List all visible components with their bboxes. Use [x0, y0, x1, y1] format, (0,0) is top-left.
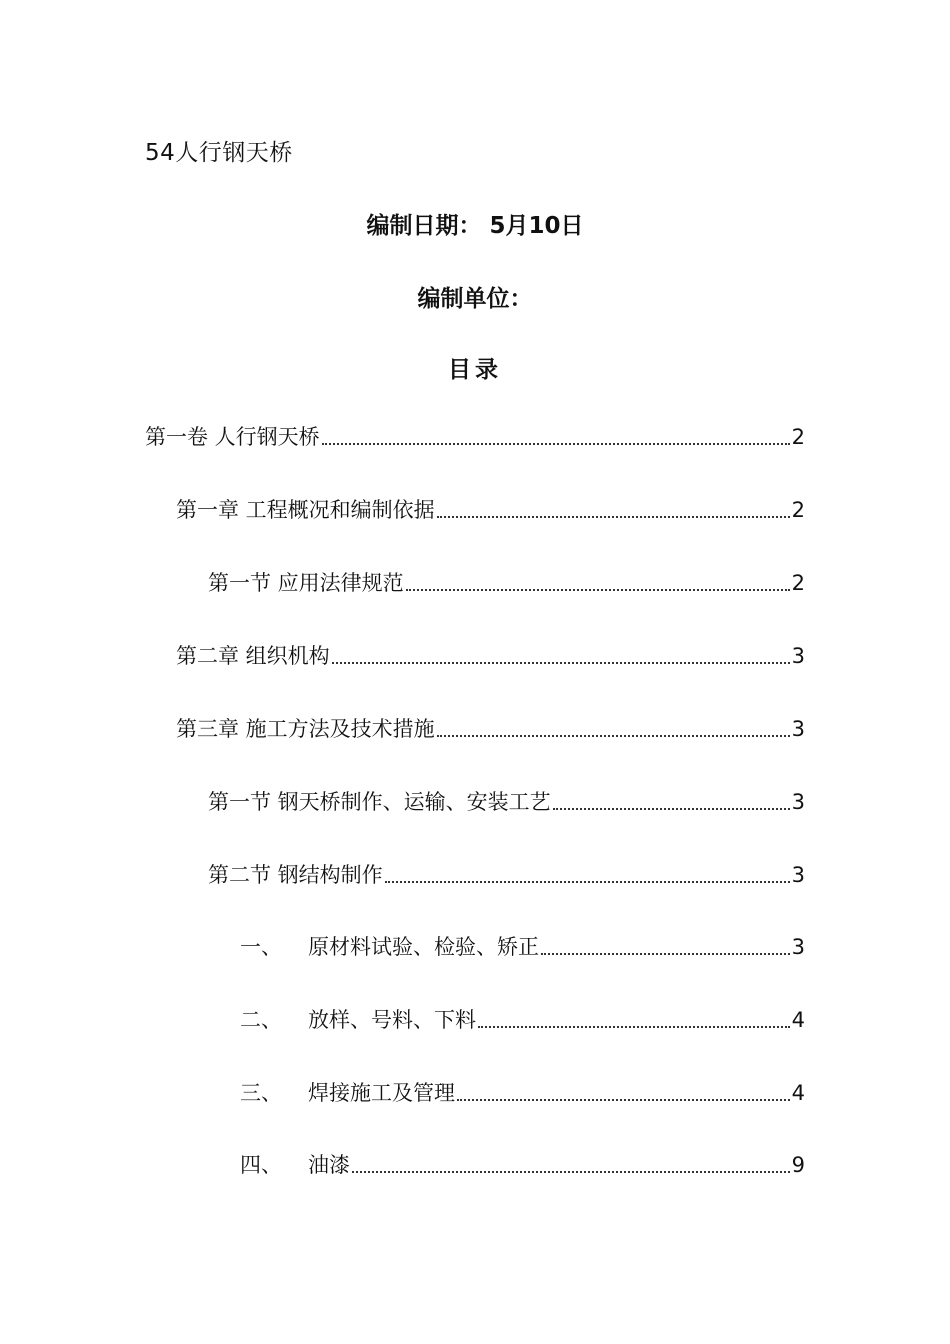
- toc-item-text: 放样、号料、下料: [308, 1008, 476, 1032]
- toc-dot-leader: [541, 932, 790, 962]
- toc-page-number: 3: [791, 790, 805, 814]
- toc-entry-item-3[interactable]: [240, 1078, 805, 1108]
- toc-entry-label: [240, 1150, 352, 1180]
- toc-item-text: 油漆: [308, 1153, 350, 1177]
- toc-entry-item-4[interactable]: [240, 1150, 805, 1180]
- toc-dot-leader: [322, 422, 790, 452]
- toc-item-text: 原材料试验、检验、矫正: [308, 935, 539, 959]
- toc-page-number: 4: [791, 1008, 805, 1032]
- toc-entry-section-1-1[interactable]: [208, 568, 805, 598]
- toc-dot-leader: [332, 641, 790, 671]
- toc-entry-label: [240, 1078, 457, 1108]
- toc-page-number: 2: [791, 571, 805, 595]
- toc-entry-chapter-2[interactable]: [176, 641, 805, 671]
- toc-item-number: 二、: [240, 1008, 282, 1032]
- toc-entry-label: 第一章 工程概况和编制依据: [176, 498, 435, 522]
- toc-entry-chapter-1[interactable]: [176, 495, 805, 525]
- toc-entry-section-3-2[interactable]: [208, 860, 805, 890]
- toc-item-number: 一、: [240, 935, 282, 959]
- toc-page-number: 3: [791, 935, 805, 959]
- toc-dot-leader: [478, 1005, 790, 1035]
- compile-unit: 编制单位：: [417, 286, 533, 312]
- toc-entry-label: [240, 1005, 478, 1035]
- toc-dot-leader: [406, 568, 790, 598]
- toc-page-number: 4: [791, 1081, 805, 1105]
- toc-entry-label: 第二章 组织机构: [176, 644, 330, 668]
- toc-dot-leader: [352, 1150, 790, 1180]
- toc-dot-leader: [437, 495, 790, 525]
- toc-dot-leader: [385, 860, 790, 890]
- toc-page-number: 9: [791, 1153, 805, 1177]
- toc-page-number: 2: [791, 498, 805, 522]
- toc-page-number: 3: [791, 863, 805, 887]
- document-title: 54人行钢天桥: [145, 140, 293, 166]
- toc-entry-label: 第一节 应用法律规范: [208, 571, 404, 595]
- toc-entry-label: 第一卷 人行钢天桥: [145, 425, 320, 449]
- toc-heading: 目录: [448, 357, 502, 383]
- toc-entry-label: [240, 932, 541, 962]
- toc-dot-leader: [457, 1078, 790, 1108]
- toc-page-number: 3: [791, 644, 805, 668]
- compile-date: 编制日期： 5月10日: [366, 213, 584, 239]
- toc-item-text: 焊接施工及管理: [308, 1081, 455, 1105]
- toc-entry-label: 第一节 钢天桥制作、运输、安装工艺: [208, 790, 551, 814]
- toc-entry-item-1[interactable]: [240, 932, 805, 962]
- toc-item-number: 三、: [240, 1081, 282, 1105]
- toc-entry-volume-1[interactable]: [145, 422, 805, 452]
- toc-dot-leader: [553, 787, 790, 817]
- toc-entry-item-2[interactable]: [240, 1005, 805, 1035]
- toc-entry-label: 第二节 钢结构制作: [208, 863, 383, 887]
- toc-entry-chapter-3[interactable]: [176, 714, 805, 744]
- toc-entry-label: 第三章 施工方法及技术措施: [176, 717, 435, 741]
- toc-item-number: 四、: [240, 1153, 282, 1177]
- toc-entry-section-3-1[interactable]: [208, 787, 805, 817]
- toc-page-number: 2: [791, 425, 805, 449]
- toc-dot-leader: [437, 714, 790, 744]
- toc-page-number: 3: [791, 717, 805, 741]
